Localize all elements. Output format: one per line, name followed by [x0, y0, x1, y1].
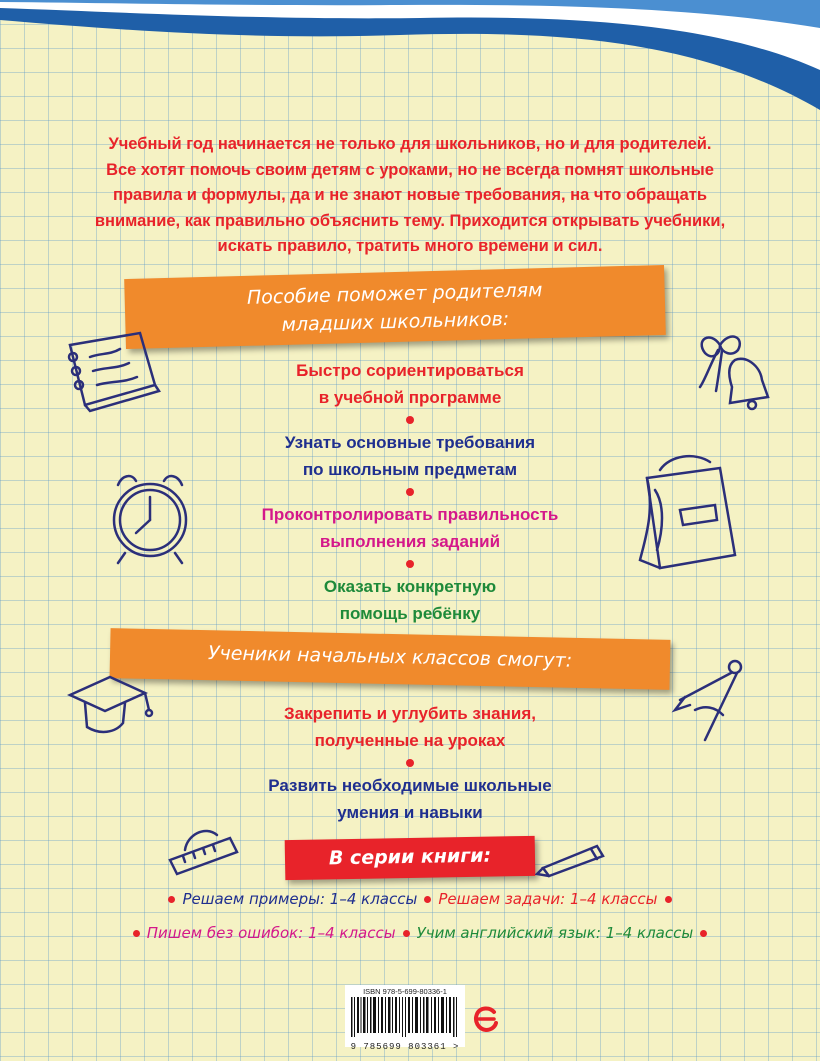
- school-bag-sketch-icon: [635, 450, 745, 580]
- benefit-item: [210, 357, 610, 411]
- benefit-line: Проконтролировать правильность: [261, 505, 559, 524]
- benefit-item: [210, 772, 610, 826]
- students-banner: Ученики начальных классов смогут:: [110, 628, 671, 690]
- series-book-title: Учим английский язык: 1–4 классы: [416, 924, 694, 942]
- top-wave-decoration: [0, 0, 820, 130]
- barcode: [345, 985, 465, 1052]
- bell-sketch-icon: [690, 325, 780, 415]
- barcode-bars: [349, 997, 461, 1037]
- series-book-title: Пишем без ошибок: 1–4 классы: [146, 924, 396, 942]
- benefit-item: [210, 573, 610, 627]
- benefit-line: по школьным предметам: [302, 460, 518, 479]
- benefit-line: Закрепить и углубить знания,: [284, 704, 536, 723]
- benefit-item: [210, 429, 610, 483]
- parents-banner-line1: Пособие поможет родителям: [246, 279, 543, 309]
- bullet-dot: [168, 896, 175, 903]
- intro-line: Учебный год начинается не только для школьников, но и для родителей.: [108, 135, 712, 153]
- publisher-logo-icon: [472, 1005, 500, 1033]
- bullet-dot: [424, 896, 431, 903]
- intro-line: правила и формулы, да и не знают новые требования, на что обращать: [112, 186, 708, 204]
- benefit-line: помощь ребёнку: [339, 604, 481, 623]
- compass-sketch-icon: [665, 655, 755, 750]
- benefit-item: [210, 501, 610, 555]
- intro-line: Все хотят помочь своим детям с уроками, но не всегда помнят школьные: [106, 160, 714, 179]
- benefit-line: Быстро сориентироваться: [296, 361, 524, 380]
- series-book-title: Решаем примеры: 1–4 классы: [182, 890, 418, 908]
- parents-banner: [124, 265, 666, 349]
- parent-benefits-list: [210, 357, 610, 627]
- intro-line: внимание, как правильно объяснить тему. Приходится открывать учебники,: [94, 211, 726, 230]
- benefit-item: [210, 700, 610, 754]
- graduation-cap-sketch-icon: [65, 665, 160, 745]
- benefit-line: Развить необходимые школьные: [268, 776, 552, 795]
- benefit-line: полученные на уроках: [314, 731, 506, 750]
- benefit-line: выполнения заданий: [319, 532, 501, 551]
- benefit-line: Узнать основные требования: [284, 433, 536, 452]
- series-banner: В серии книги:: [285, 836, 536, 880]
- student-benefits-list: [210, 700, 610, 826]
- benefit-line: умения и навыки: [337, 803, 483, 822]
- intro-line: искать правило, тратить много времени и сил.: [217, 237, 603, 255]
- series-row: [100, 890, 740, 908]
- bullet-dot: [133, 930, 140, 937]
- benefit-line: в учебной программе: [318, 388, 502, 407]
- pencil-sketch-icon: [535, 838, 610, 878]
- bullet-dot: [665, 896, 672, 903]
- bullet-dot: [700, 930, 707, 937]
- parents-banner-line2: младших школьников:: [281, 308, 510, 336]
- benefit-line: Оказать конкретную: [323, 577, 497, 596]
- barcode-digits: 9 785699 803361 >: [350, 1042, 460, 1052]
- intro-text: [60, 132, 760, 260]
- series-row: [100, 924, 740, 942]
- bullet-dot: [406, 560, 414, 568]
- bullet-dot: [406, 488, 414, 496]
- bullet-dot: [403, 930, 410, 937]
- series-book-title: Решаем задачи: 1–4 классы: [438, 890, 658, 908]
- isbn-number: ISBN 978-5-699-80336-1: [363, 987, 447, 996]
- alarm-clock-sketch-icon: [100, 465, 205, 570]
- ruler-protractor-sketch-icon: [165, 820, 245, 880]
- bullet-dot: [406, 759, 414, 767]
- notebook-sketch-icon: [55, 325, 165, 415]
- bullet-dot: [406, 416, 414, 424]
